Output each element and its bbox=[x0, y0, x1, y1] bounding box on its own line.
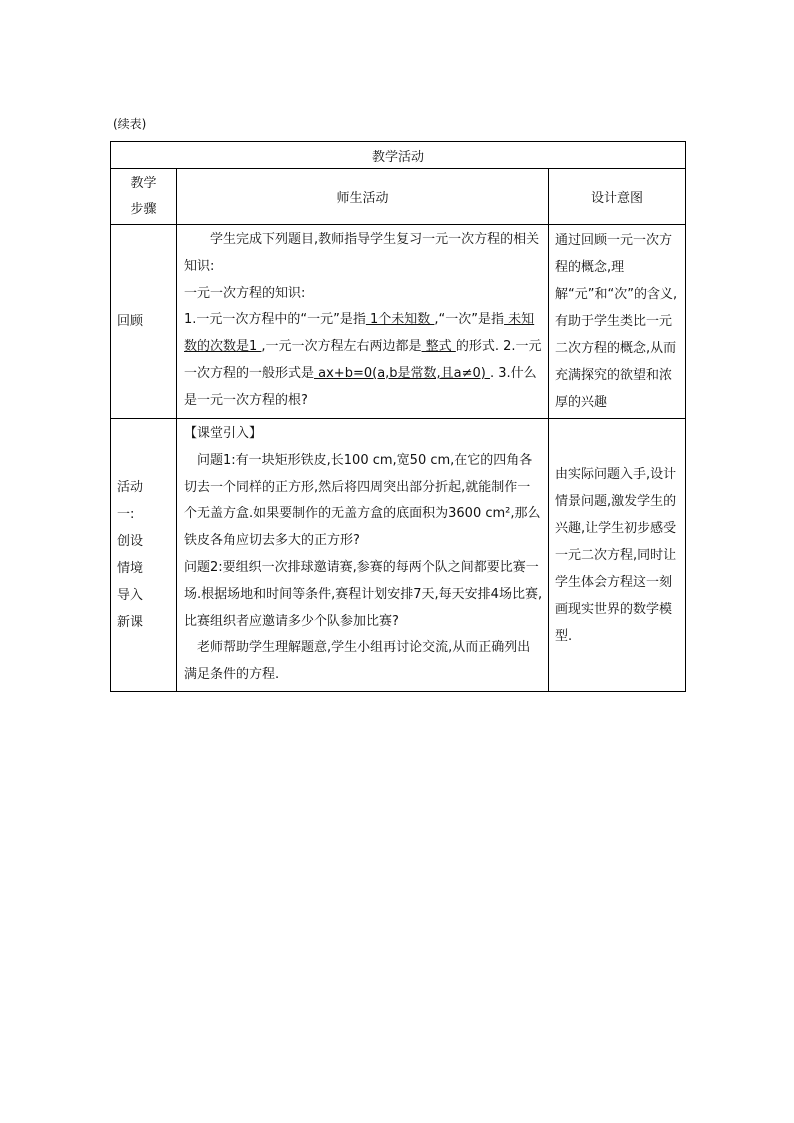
problem-1: 问题1:有一块矩形铁皮,长100 cm,宽50 cm,在它的四角各切去一个同样的正方形,然后将四周突出部分折起,就能制作一个无盖方盒.如果要制作的无盖方盒的底面积为3600 cm²,那么铁皮各角应切去多大的正方形? bbox=[184, 452, 541, 549]
step-activity-1-line: 活动 bbox=[117, 480, 144, 495]
step-review: 回顾 bbox=[111, 225, 177, 419]
teacher-note: 老师帮助学生理解题意,学生小组再讨论交流,从而正确列出满足条件的方程. bbox=[184, 640, 531, 683]
q1-text-c: ,一元一次方程左右两边都是 bbox=[261, 339, 422, 355]
step-activity-1-line: 导入 bbox=[117, 588, 144, 603]
step-activity-1-line: 一: bbox=[117, 507, 135, 522]
lesson-intro-heading: 【课堂引入】 bbox=[184, 426, 263, 441]
q1-text-d: 的形式. 2.一元一次方程的一般形式是 bbox=[184, 339, 542, 381]
review-knowledge-heading: 一元一次方程的知识: bbox=[184, 285, 306, 301]
step-activity-1-line: 创设 bbox=[117, 534, 144, 549]
teaching-activity-table bbox=[110, 141, 686, 692]
step-activity-1 bbox=[111, 419, 177, 692]
q1-answer-blank-1: 1个未知数 bbox=[365, 312, 435, 328]
activity-1-design-intent: 由实际问题入手,设计情景问题,激发学生的兴趣,让学生初步感受一元二次方程,同时让学生体会方程这一刻画现实世界的数学模型. bbox=[549, 419, 686, 692]
step-activity-1-line: 新课 bbox=[117, 615, 144, 630]
step-activity-1-line: 情境 bbox=[117, 561, 144, 576]
q1-answer-blank-2: 未知数的次数是1 bbox=[184, 312, 535, 355]
review-questions bbox=[184, 307, 543, 414]
activity-1-cell bbox=[177, 419, 549, 692]
table-title: 教学活动 bbox=[111, 142, 686, 169]
review-design-intent: 通过回顾一元一次方程的概念,理解“元”和“次”的含义,有助于学生类比一元二次方程的概念,从而充满探究的欲望和浓厚的兴趣 bbox=[549, 225, 686, 419]
q1-text-a: 1.一元一次方程中的“一元”是指 bbox=[184, 312, 366, 328]
continued-label: (续表) bbox=[113, 117, 147, 131]
header-design-intent: 设计意图 bbox=[549, 169, 686, 225]
q2-answer-blank: ax+b=0(a,b是常数,且a≠0) bbox=[314, 365, 491, 381]
q3-text: . 3.什么是一元一次方程的根? bbox=[184, 365, 537, 408]
header-step-line1: 教学 bbox=[130, 175, 157, 191]
review-intro: 学生完成下列题目,教师指导学生复习一元一次方程的相关知识: bbox=[184, 232, 540, 274]
q1-answer-blank-3: 整式 bbox=[421, 339, 456, 355]
header-teacher-student-activity: 师生活动 bbox=[177, 169, 549, 225]
problem-2: 问题2:要组织一次排球邀请赛,参赛的每两个队之间都要比赛一场.根据场地和时间等条件,赛程计划安排7天,每天安排4场比赛,比赛组织者应邀请多少个队参加比赛? bbox=[184, 559, 543, 629]
header-step-line2: 步骤 bbox=[130, 201, 157, 217]
header-teaching-step bbox=[111, 169, 177, 225]
review-activity-cell bbox=[177, 225, 549, 419]
q1-text-b: ,“一次”是指 bbox=[434, 312, 505, 328]
